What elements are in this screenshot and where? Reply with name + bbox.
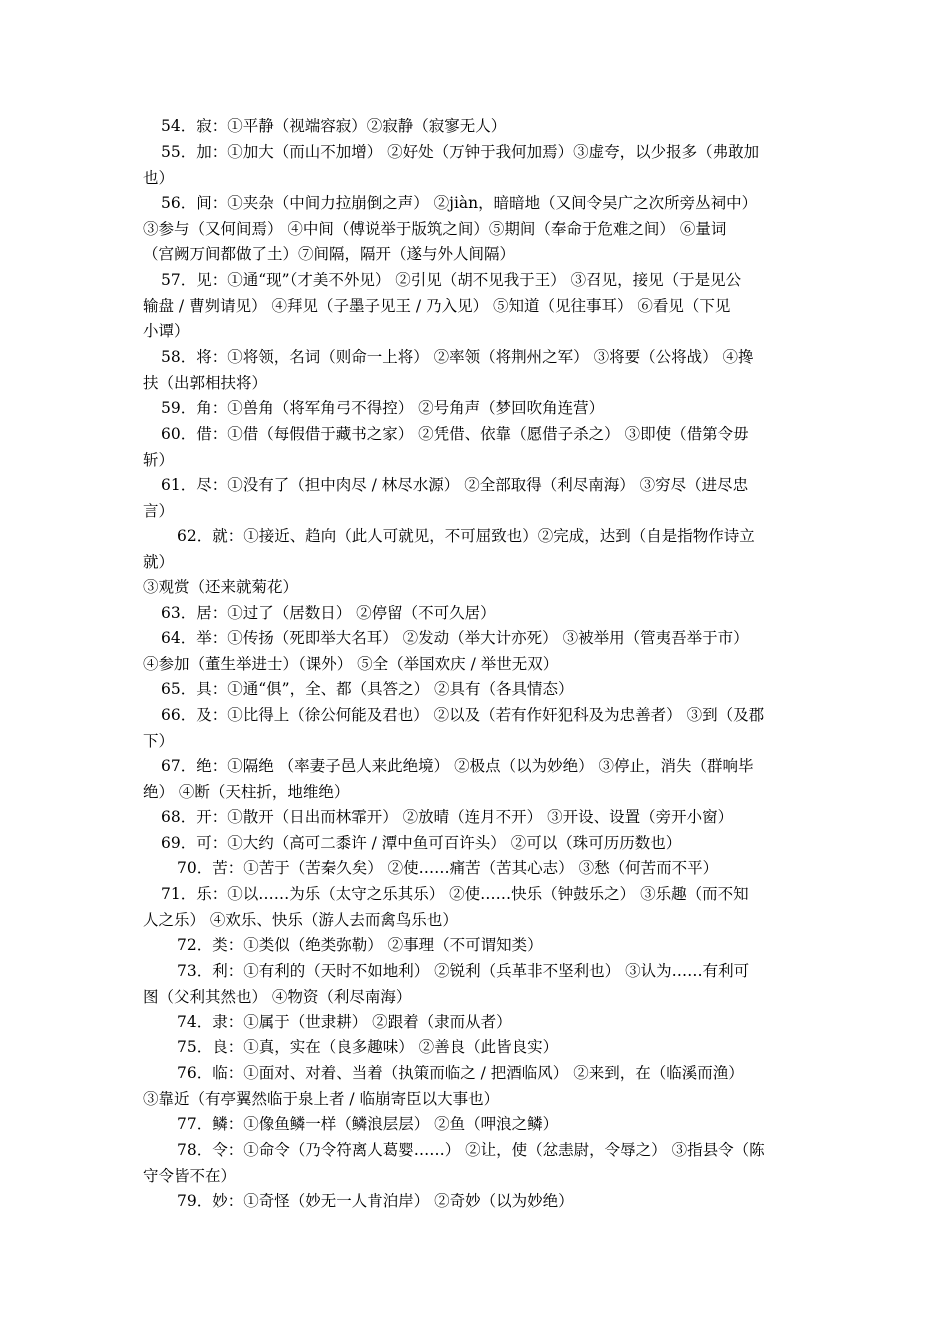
entry-line: 66．及：①比得上（徐公何能及君也） ②以及（若有作奸犯科及为忠善者） ③到（及郡 [161, 706, 765, 724]
entry-65 [143, 677, 813, 703]
entry-line: 小谭） [143, 322, 190, 341]
entry-line: 74．隶：①属于（世隶耕） ②跟着（隶而从者） [177, 1013, 512, 1031]
entry-line: 72．类：①类似（绝类弥勒） ②事理（不可谓知类） [177, 936, 543, 954]
entry-line: ③参与（又何间焉） ④中间（傅说举于版筑之间）⑤期间（奉命于危难之间） ⑥量词 [143, 219, 727, 238]
entry-line: ③靠近（有亭翼然临于泉上者 / 临崩寄臣以大事也） [143, 1089, 500, 1108]
entry-line: 60．借：①借（每假借于藏书之家） ②凭借、依靠（愿借子杀之） ③即使（借第令毋 [161, 425, 749, 443]
entry-line: 55．加：①加大（而山不加增） ②好处（万钟于我何加焉）③虚夸，以少报多（弗敢加 [161, 143, 760, 161]
entry-line: 68．开：①散开（日出而林霏开） ②放晴（连月不开） ③开设、设置（旁开小窗） [161, 808, 734, 826]
entry-75 [143, 1035, 813, 1061]
entry-74 [143, 1010, 813, 1036]
entry-line: 扶（出郭相扶将） [143, 373, 268, 392]
entry-line: 69．可：①大约（高可二黍许 / 潭中鱼可百许头） ②可以（珠可历历数也） [161, 834, 682, 852]
entry-line: 67．绝：①隔绝 （率妻子邑人来此绝境） ②极点（以为妙绝） ③停止，消失（群响毕 [161, 757, 754, 775]
entry-line: 图（父利其然也） ④物资（利尽南海） [143, 987, 412, 1006]
entry-line: 59．角：①兽角（将军角弓不得控） ②号角声（梦回吹角连营） [161, 399, 605, 417]
entry-66 [143, 703, 813, 754]
entry-line: 77．鳞：①像鱼鳞一样（鳞浪层层） ②鱼（呷浪之鳞） [177, 1115, 559, 1133]
entry-72 [143, 933, 813, 959]
entry-63 [143, 601, 813, 627]
entry-line: 绝） ④断（天柱折，地维绝） [143, 782, 350, 801]
entry-78 [143, 1138, 813, 1189]
entry-line: （宫阙万间都做了土）⑦间隔，隔开（遂与外人间隔） [143, 245, 516, 264]
entry-70 [143, 856, 813, 882]
entry-77 [143, 1112, 813, 1138]
entry-60 [143, 422, 813, 473]
entry-57 [143, 268, 813, 345]
entry-58 [143, 345, 813, 396]
entry-line: 79．妙：①奇怪（妙无一人肯泊岸） ②奇妙（以为妙绝） [177, 1192, 574, 1210]
entry-line: 73．利：①有利的（天时不如地利） ②锐利（兵革非不坚利也） ③认为……有利可 [177, 962, 750, 980]
entry-56 [143, 191, 813, 268]
entry-62 [143, 524, 813, 601]
entry-line: 76．临：①面对、对着、当着（执策而临之 / 把酒临风） ②来到，在（临溪而渔） [177, 1064, 744, 1082]
entry-69 [143, 831, 813, 857]
entry-line: ③观赏（还来就菊花） [143, 578, 299, 597]
entry-67 [143, 754, 813, 805]
entry-68 [143, 805, 813, 831]
entry-line: 也） [143, 168, 175, 187]
entry-line: 61．尽：①没有了（担中肉尽 / 林尽水源） ②全部取得（利尽南海） ③穷尽（进尽忠 [161, 476, 749, 494]
entry-line: 输盘 / 曹刿请见） ④拜见（子墨子见王 / 乃入见） ⑤知道（见往事耳） ⑥看见（下见 [143, 296, 731, 315]
entry-79 [143, 1189, 813, 1215]
entry-line: 78．令：①命令（乃令符离人葛婴……） ②让，使（忿恚尉，令辱之） ③指县令（陈 [177, 1141, 765, 1159]
entry-line: 言） [143, 501, 175, 520]
entry-line: 65．具：①通“俱”，全、都（具答之） ②具有（各具情态） [161, 680, 574, 698]
entry-line: 75．良：①真，实在（良多趣味） ②善良（此皆良实） [177, 1038, 559, 1056]
entry-55 [143, 140, 813, 191]
entry-line: 守令皆不在） [143, 1166, 237, 1185]
entry-73 [143, 959, 813, 1010]
entry-line: 斩） [143, 450, 175, 469]
entry-54 [143, 114, 813, 140]
entry-line: 就） [143, 552, 175, 571]
entry-line: 58．将：①将领，名词（则命一上将） ②率领（将荆州之军） ③将要（公将战） ④搀 [161, 348, 754, 366]
entry-line: ④参加（董生举进士）（课外） ⑤全（举国欢庆 / 举世无双） [143, 654, 559, 673]
entry-line: 54．寂：①平静（视端容寂）②寂静（寂寥无人） [161, 117, 507, 135]
entry-line: 56．间：①夹杂（中间力拉崩倒之声） ②jiàn，暗暗地（又间令吴广之次所旁丛祠中） [161, 194, 758, 212]
entry-line: 70．苦：①苦于（苦秦久矣） ②使……痛苦（苦其心志） ③愁（何苦而不平） [177, 859, 719, 877]
entry-71 [143, 882, 813, 933]
entry-line: 62．就：①接近、趋向（此人可就见，不可屈致也）②完成，达到（自是指物作诗立 [177, 527, 755, 545]
entry-line: 57．见：①通“现”（才美不外见） ②引见（胡不见我于王） ③召见，接见（于是见公 [161, 271, 742, 289]
entry-76 [143, 1061, 813, 1112]
entry-64 [143, 626, 813, 677]
entry-line: 人之乐） ④欢乐、快乐（游人去而禽鸟乐也） [143, 910, 458, 929]
entry-line: 63．居：①过了（居数日） ②停留（不可久居） [161, 604, 496, 622]
entry-line: 下） [143, 731, 175, 750]
entry-line: 64．举：①传扬（死即举大名耳） ②发动（举大计亦死） ③被举用（管夷吾举于市） [161, 629, 749, 647]
entry-line: 71．乐：①以……为乐（太守之乐其乐） ②使……快乐（钟鼓乐之） ③乐趣（而不知 [161, 885, 749, 903]
entry-59 [143, 396, 813, 422]
entry-61 [143, 473, 813, 524]
